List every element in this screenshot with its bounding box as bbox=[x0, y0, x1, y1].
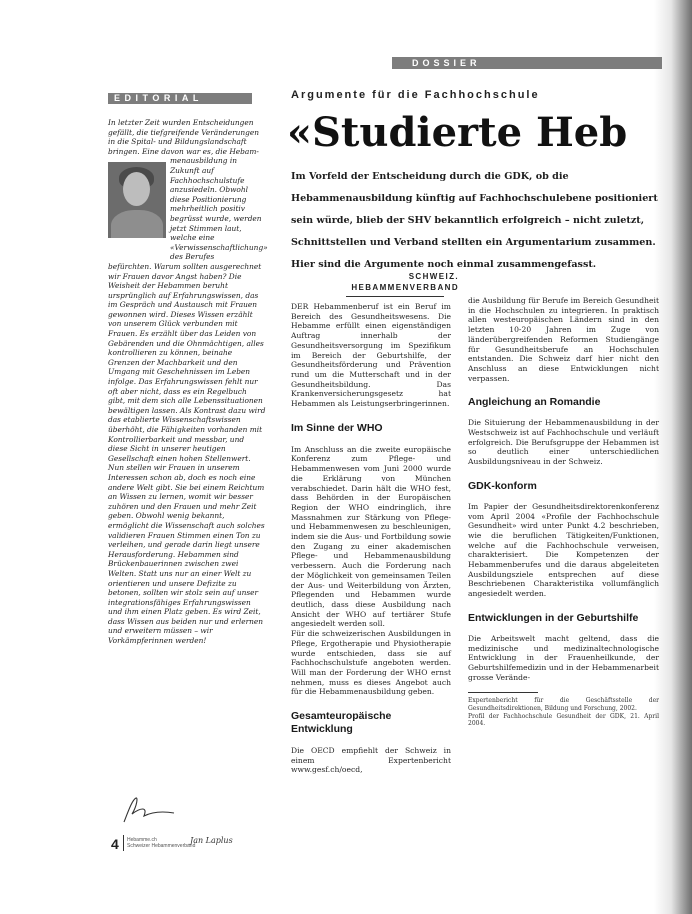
subheading-europe: Gesamteuropäische Entwicklung bbox=[291, 710, 392, 736]
section-label: DOSSIER bbox=[412, 58, 481, 68]
paragraph: Die Arbeitswelt macht geltend, dass die medizinische und medizinaltechnologische Entwicklung in der Frauenheilkunde, der Geburtshilfemedizin und in der Hebammenarbeit grosse Verände- bbox=[468, 633, 659, 682]
editorial-body: befürchten. Warum sollten ausgerechnet wir Frauen davor Angst haben? Die Weisheit der Hebammen beruht ursprünglich auf Erfahrungswissen, das im Gespräch und Austausch mit Frauen gewonnen wird. Dieses Wissen erzählt von unserem Glück verbunden mit Frauen. Es erzählt über das Leiden von Gebärenden und die Ohnmächtigen, alles kontrollieren zu können, beinahe Grenzen der Machbarkeit und den Umgang mit Geschehnissen im Leben infolge. Das Erfahrungswissen fehlt nur oft aber nicht, dass es ein Regelbuch gibt, mit dem sich alle Lebenssituationen bewältigen lassen. Als Kontrast dazu wird das etablierte Wissenschaftswissen überhöht, die Fähigkeiten vorhanden mit Kontrollierbarkeit und messbar, und diese Sicht in unserer heutigen Gesellschaft einen hohen Stellenwert. Nun stellen wir Frauen in unserem Interessen schon ab, doch es noch eine andere Welt gibt. Sie bei einem Reichtum an Wissen zu lernen, womit wir besser zuhören und den Frauen und mehr Zeit geben. Obwohl wenig bekannt, ermöglicht die Wissenschaft auch solches validieren Frauen Stimmen einen Ton zu verleihen, und gerade darin liegt unsere Herausforderung. Hebammen sind Brückenbauerinnen zwischen zwei Welten. Statt uns nur an einer Welt zu orientieren und unsere Defizite zu betonen, sollten wir stolz sein auf unser integrationsfähiges Erfahrungswissen und ihm einen Platz geben. Es wird Zeit, dass Wissen aus beiden nur und erlernen und erweitern müssen – wir Vorkämpferinnen werden! bbox=[108, 261, 266, 646]
page-number-rule bbox=[123, 835, 124, 851]
editorial-intro: In letzter Zeit wurden Entscheidungen gefällt, die tiefgreifende Veränderungen in die Spital- und Bildungslandschaft bringen. Eine davon war es, die Hebam- bbox=[108, 118, 259, 156]
article-column-1 bbox=[291, 302, 451, 775]
byline-rule bbox=[346, 296, 444, 297]
paragraph: Die OECD empfiehlt der Schweiz in einem Expertenbericht www.gesf.ch/oecd, bbox=[291, 746, 451, 775]
editorial-text bbox=[108, 118, 266, 646]
footer-imprint: Hebamme.ch Schweizer Hebammenverband bbox=[127, 837, 196, 849]
paragraph: Für die schweizerischen Ausbildungen in Pflege, Ergotherapie und Physiotherapie wurde entschieden, dass sie auf Fachhochschulstufe angeboten werden. Will man der Forderung der WHO ernst nehmen, muss es dieses Angebot auch für die Hebammenausbildung geben. bbox=[291, 629, 451, 697]
page-fold-shadow bbox=[654, 0, 692, 914]
subheading-who: Im Sinne der WHO bbox=[291, 421, 383, 434]
paragraph: Im Papier der Gesundheitsdirektorenkonferenz vom April 2004 «Profile der Fachhochschule Gesundheit» wird unter Punkt 4.2 beschrieben, wie die beruflichen Tätigkeiten/Funktionen, welche auf die Fachhochschule verweisen, charakterisiert. Die Kompetenzen der Hebammenberufes und die daraus abgeleiteten Ausbildungsziele entsprechen auf diese Beschriebenen Charakteristika vollumfänglich angesiedelt werden. bbox=[468, 501, 659, 599]
page-number: 4 bbox=[111, 836, 119, 852]
article-lead: Im Vorfeld der Entscheidung durch die GDK, ob die Hebammenausbildung künftig auf Fachhochschulebene positioniert sein würde, blieb der SHV bekanntlich erfolgreich – nicht zuletzt, Schnittstellen und Verband stellten ein Argumentarium zusammen. Hier sind die Argumente noch einmal zusammengefasst. bbox=[291, 171, 658, 270]
paragraph: Im Anschluss an die zweite europäische Konferenz zum Pflege- und Hebammenwesen vom Juni 2000 wurde die Erklärung von München verabschiedet. Darin hält die WHO fest, dass Behörden in der Europäischen Region der WHO eindringlich, ihre Massnahmen zur Stärkung von Pflege- und Hebammenwesen zu beschleunigen, indem sie die Aus- und Fortbildung sowie den Zugang zu einer akademischen Pflege- und Hebammenausbildung verbessern. Auch die Forderung nach der Möglichkeit von gemeinsamen Teilen der Aus- und Weiterbildung von Ärzten, Pflegenden und Hebammen wurde deutlich, dass diese Ausbildung nach Ansicht der WHO auf tertiärer Stufe angesiedelt werden soll. bbox=[291, 444, 451, 629]
paragraph: DER Hebammenberuf ist ein Beruf im Bereich des Gesundheitswesens. Die Hebamme erfüllt einen eigenständigen Auftrag innerhalb der Gesundheitsversorgung im Spezifikum im Bereich der Geburtshilfe, der Gesundheitsförderung und Prävention rund um die Mutterschaft und in der Gesundheitsbildung. Das Krankenversicherungsgesetz hat Hebammen als Leistungserbringerinnen. bbox=[291, 302, 451, 409]
subheading-gdk: GDK-konform bbox=[468, 479, 537, 492]
article-headline: «Studierte Heb bbox=[287, 109, 628, 156]
paragraph: die Ausbildung für Berufe im Bereich Gesundheit in die Hochschulen zu integrieren. In praktisch allen westeuropäischen Ländern sind in den letzten 10-20 Jahren im Zuge von länderübergreifenden Reformen Studiengänge für Gesundheitsberufe an Hochschulen entstanden. Die Schweiz darf hier nicht den Anschluss an diese Entwicklungen nicht verpassen. bbox=[468, 296, 659, 383]
signature-icon bbox=[118, 794, 178, 826]
subheading-romandie: Angleichung an Romandie bbox=[468, 396, 601, 409]
subheading-birth: Entwicklungen in der Geburtshilfe bbox=[468, 611, 639, 624]
byline-line-2: HEBAMMENVERBAND bbox=[351, 283, 459, 292]
paragraph: Die Situierung der Hebammenausbildung in der Westschweiz ist auf Fachhochschule und verläuft erfolgreich. Die Berufsgruppe der Hebammen ist so deutlich einer unterschiedlichen Ausbildungsniveau in der Schweiz. bbox=[468, 418, 659, 467]
footnote-1: Expertenbericht für die Geschäftsstelle der Gesundheitsdirektionen, Bildung und Forschung, 2002. bbox=[468, 697, 659, 712]
article-kicker: Argumente für die Fachhochschule bbox=[291, 89, 540, 101]
footnote-rule bbox=[468, 692, 538, 693]
footnote-2: Profil der Fachhochschule Gesundheit der GDK, 21. April 2004. bbox=[468, 712, 659, 728]
article-column-2 bbox=[468, 296, 659, 728]
byline-line-1: SCHWEIZ. bbox=[408, 272, 459, 281]
editorial-wrapped-text: menausbildung in Zukunft auf Fachhochschulstufe anzusiedeln. Obwohl diese Positionierung mehrheitlich positiv begrüsst wurde, werden jetzt Stimmen laut, welche eine «Verwissenschaftlichung» des Berufes bbox=[170, 156, 268, 262]
editorial-label: EDITORIAL bbox=[114, 93, 203, 103]
article-byline bbox=[323, 271, 459, 293]
signature-name: Jan Laplus bbox=[190, 836, 233, 845]
